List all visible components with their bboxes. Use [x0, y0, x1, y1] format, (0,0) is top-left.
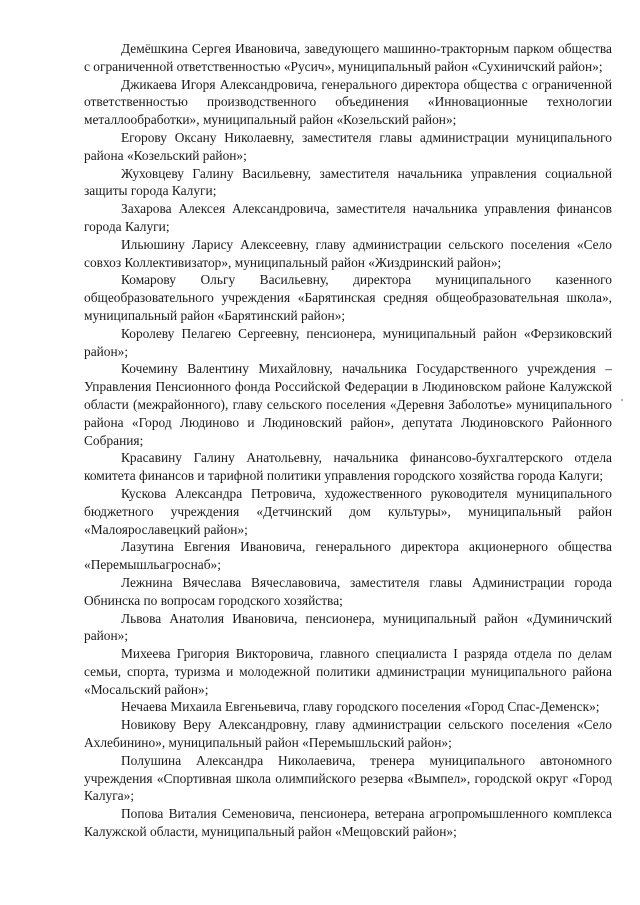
- list-entry: Полушина Александра Николаевича, тренера муниципального автономного учреждения «Спортивная школа олимпийского резерва «Вымпел», городской округ «Город Калуга»;: [84, 752, 612, 804]
- list-entry: Егорову Оксану Николаевну, заместителя главы администрации муниципального района «Козельский район»;: [84, 129, 612, 163]
- list-entry: Демёшкина Сергея Ивановича, заведующего машинно-тракторным парком общества с ограниченной ответственностью «Русич», муниципальный район «Сухиничский район»;: [84, 41, 612, 74]
- list-entry: Жуховцеву Галину Васильевну, заместителя начальника управления социальной защиты города Калуги;: [84, 165, 612, 199]
- list-entry: Красавину Галину Анатольевну, начальника финансово-бухгалтерского отдела комитета финансов и тарифной политики управления городского хозяйства города Калуги;: [84, 450, 612, 484]
- list-entry: Ильюшину Ларису Алексеевну, главу администрации сельского поселения «Село совхоз Коллективизатор», муниципальный район «Жиздринский район»;: [84, 236, 612, 270]
- list-entry: Лежнина Вячеслава Вячеславовича, заместителя главы Администрации города Обнинска по вопросам городского хозяйства;: [84, 574, 612, 608]
- list-entry: Попова Виталия Семеновича, пенсионера, ветерана агропромышленного комплекса Калужской области, муниципальный район «Мещовский район»;: [84, 806, 612, 840]
- list-entry: Захарова Алексея Александровича, заместителя начальника управления финансов города Калуги;: [84, 201, 612, 234]
- list-entry: Лазутина Евгения Ивановича, генерального директора акционерного общества «Перемышльагроснаб»;: [84, 539, 612, 573]
- list-entry: Джикаева Игоря Александровича, генерального директора общества с ограниченной ответственностью производственного объединения «Инновационные технологии металлообработки», муниципальный район «Козельский район»;: [84, 76, 612, 128]
- list-entry: Михеева Григория Викторовича, главного специалиста I разряда отдела по делам семьи, спорта, туризма и молодежной политики администрации муниципального района «Мосальский район»;: [84, 646, 612, 697]
- list-entry: Кускова Александра Петровича, художественного руководителя муниципального бюджетного учреждения «Детчинский дом культуры», муниципальный район «Малоярославецкий район»;: [84, 485, 612, 537]
- list-entry: Комарову Ольгу Васильевну, директора муниципального казенного общеобразовательного учреждения «Барятинская средняя общеобразовательная школа», муниципальный район «Барятинский район»;: [84, 272, 612, 323]
- list-entry: Новикову Веру Александровну, главу администрации сельского поселения «Село Ахлебинино», муниципальный район «Перемышльский район»;: [84, 717, 612, 751]
- scan-artifact: [621, 399, 623, 401]
- list-entry: Нечаева Михаила Евгеньевича, главу городского поселения «Город Спас-Деменск»;: [121, 699, 600, 715]
- list-entry: Кочемину Валентину Михайловну, начальника Государственного учреждения – Управления Пенсионного фонда Российской Федерации в Людиновском районе Калужской области (межрайонного), главу сельского поселения «Деревня Заболотье» муниципального района «Город Людиново и Людиновский район», депутата Людиновского Районного Собрания;: [84, 361, 612, 448]
- list-entry: Королеву Пелагею Сергеевну, пенсионера, муниципальный район «Ферзиковский район»;: [84, 325, 612, 359]
- list-entry: Львова Анатолия Ивановича, пенсионера, муниципальный район «Думиничский район»;: [84, 610, 612, 644]
